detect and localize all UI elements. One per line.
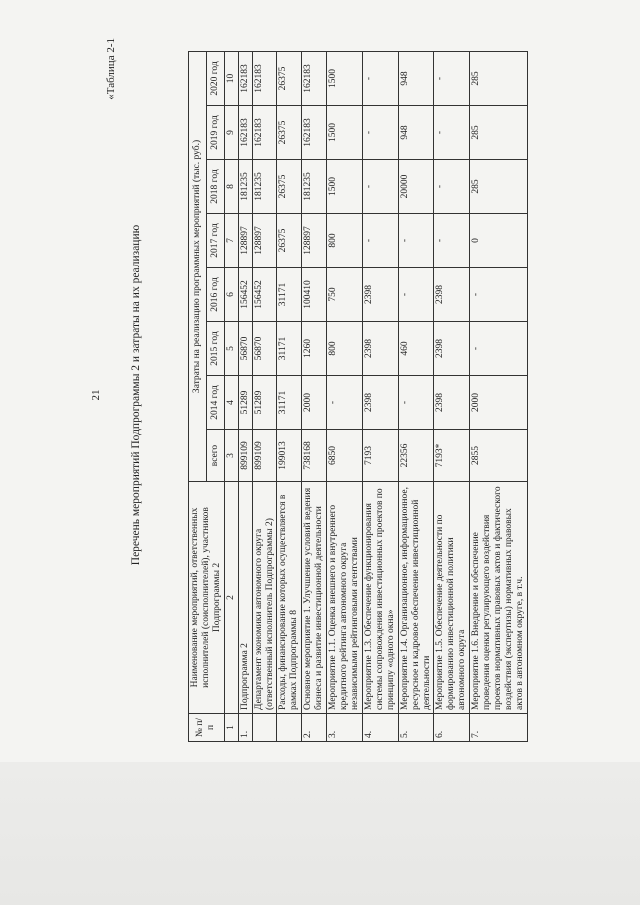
row-number: 2. — [302, 714, 327, 742]
row-number — [252, 714, 277, 742]
row-2019: 26375 — [277, 106, 302, 160]
row-2014: 31171 — [277, 376, 302, 430]
row-total: 199013 — [277, 430, 302, 482]
row-2016: - — [470, 268, 528, 322]
column-number: 4 — [224, 376, 238, 430]
row-number: 6. — [434, 714, 470, 742]
row-2016: 2398 — [362, 268, 398, 322]
header-row — [189, 51, 207, 741]
row-2018: 26375 — [277, 160, 302, 214]
row-2020: 26375 — [277, 51, 302, 105]
row-2016: 750 — [327, 268, 363, 322]
row-2017: 800 — [327, 214, 363, 268]
row-2019: 285 — [470, 106, 528, 160]
table-label: «Таблица 2-1 — [105, 38, 117, 100]
row-2015: 31171 — [277, 322, 302, 376]
row-2018: 1500 — [327, 160, 363, 214]
header-year: 2020 год — [206, 51, 224, 105]
row-2019: - — [362, 106, 398, 160]
row-2018: 181235 — [238, 160, 252, 214]
row-2014: 2000 — [470, 376, 528, 430]
row-number: 1. — [238, 714, 252, 742]
row-number: 7. — [470, 714, 528, 742]
header-year: 2016 год — [206, 268, 224, 322]
row-2015: 2398 — [362, 322, 398, 376]
row-2016: 156452 — [252, 268, 277, 322]
header-number: № п/п — [189, 714, 225, 742]
row-total: 7193* — [434, 430, 470, 482]
scan-margin — [0, 762, 640, 905]
header-year: 2017 год — [206, 214, 224, 268]
row-2020: - — [362, 51, 398, 105]
row-2014: - — [398, 376, 434, 430]
row-2014: 51289 — [238, 376, 252, 430]
page-number: 21 — [90, 389, 102, 401]
row-2018: 20000 — [398, 160, 434, 214]
row-2015: 800 — [327, 322, 363, 376]
row-2020: 948 — [398, 51, 434, 105]
row-number: 5. — [398, 714, 434, 742]
row-total: 2855 — [470, 430, 528, 482]
row-2018: 285 — [470, 160, 528, 214]
table-row — [398, 51, 434, 741]
row-total: 22356 — [398, 430, 434, 482]
row-2016: 31171 — [277, 268, 302, 322]
table-body — [238, 51, 527, 741]
row-2015: 56870 — [252, 322, 277, 376]
row-total: 899109 — [238, 430, 252, 482]
table-row — [238, 51, 252, 741]
table-row — [362, 51, 398, 741]
table-row — [277, 51, 302, 741]
column-number: 6 — [224, 268, 238, 322]
row-2019: - — [434, 106, 470, 160]
row-2014: 2398 — [434, 376, 470, 430]
row-name: Подпрограмма 2 — [238, 482, 252, 714]
rotated-document — [70, 30, 570, 760]
header-costs: Затраты на реализацию программных мероприятий (тыс. руб.) — [189, 51, 207, 481]
table-row — [470, 51, 528, 741]
row-2018: 181235 — [302, 160, 327, 214]
row-number: 4. — [362, 714, 398, 742]
row-2020: - — [434, 51, 470, 105]
row-2019: 162183 — [302, 106, 327, 160]
header-year: 2014 год — [206, 376, 224, 430]
row-name: Мероприятие 1.1. Оценка внешнего и внутреннего кредитного рейтинга автономного округа независимыми рейтинговыми агентствами — [327, 482, 363, 714]
header-total: всего — [206, 430, 224, 482]
row-2019: 948 — [398, 106, 434, 160]
column-number: 10 — [224, 51, 238, 105]
header-name: Наименование мероприятий, ответственных исполнителей (соисполнителей), участников Подпрограммы 2 — [189, 482, 225, 714]
row-2014: 51289 — [252, 376, 277, 430]
row-2017: 128897 — [238, 214, 252, 268]
row-2016: 100410 — [302, 268, 327, 322]
row-name: Расходы, финансирование которых осуществляется в рамках Подпрограммы 8 — [277, 482, 302, 714]
row-total: 738168 — [302, 430, 327, 482]
row-total: 7193 — [362, 430, 398, 482]
header-year: 2018 год — [206, 160, 224, 214]
row-2019: 162183 — [252, 106, 277, 160]
row-2016: 2398 — [434, 268, 470, 322]
row-2020: 162183 — [238, 51, 252, 105]
column-number: 3 — [224, 430, 238, 482]
row-2020: 162183 — [252, 51, 277, 105]
column-number-row — [224, 51, 238, 741]
row-2017: 128897 — [252, 214, 277, 268]
row-2014: - — [327, 376, 363, 430]
row-name: Мероприятие 1.3. Обеспечение функционирования системы сопровождения инвестиционных проектов по принципу «одного окна» — [362, 482, 398, 714]
column-number: 5 — [224, 322, 238, 376]
row-name: Департамент экономики автономного округа (ответственный исполнитель Подпрограммы 2) — [252, 482, 277, 714]
row-2017: 128897 — [302, 214, 327, 268]
column-number: 7 — [224, 214, 238, 268]
row-2015: 2398 — [434, 322, 470, 376]
table-row — [327, 51, 363, 741]
column-number: 8 — [224, 160, 238, 214]
row-2016: 156452 — [238, 268, 252, 322]
row-2017: - — [398, 214, 434, 268]
row-2015: 1260 — [302, 322, 327, 376]
row-number: 3. — [327, 714, 363, 742]
column-number: 9 — [224, 106, 238, 160]
row-2015: 56870 — [238, 322, 252, 376]
row-2018: 181235 — [252, 160, 277, 214]
row-2017: - — [434, 214, 470, 268]
header-year: 2015 год — [206, 322, 224, 376]
table-row — [302, 51, 327, 741]
row-2014: 2000 — [302, 376, 327, 430]
column-number: 1 — [224, 714, 238, 742]
row-2019: 162183 — [238, 106, 252, 160]
table-row — [434, 51, 470, 741]
expenditure-table — [188, 51, 528, 742]
row-2020: 1500 — [327, 51, 363, 105]
row-2017: 0 — [470, 214, 528, 268]
row-2020: 285 — [470, 51, 528, 105]
document-title: Перечень мероприятий Подпрограммы 2 и затраты на их реализацию — [130, 224, 142, 566]
row-2015: 460 — [398, 322, 434, 376]
row-2020: 162183 — [302, 51, 327, 105]
row-2018: - — [434, 160, 470, 214]
column-number: 2 — [224, 482, 238, 714]
row-name: Мероприятие 1.5. Обеспечение деятельности по формированию инвестиционной политики автономного округа — [434, 482, 470, 714]
header-year: 2019 год — [206, 106, 224, 160]
row-2015: - — [470, 322, 528, 376]
row-number — [277, 714, 302, 742]
row-2019: 1500 — [327, 106, 363, 160]
row-name: Мероприятие 1.4. Организационное, информационное, ресурсное и кадровое обеспечение инвестиционной деятельности — [398, 482, 434, 714]
row-name: Основное мероприятие 1. Улучшение условий ведения бизнеса и развитие инвестиционной деятельности — [302, 482, 327, 714]
row-2016: - — [398, 268, 434, 322]
row-2018: - — [362, 160, 398, 214]
table-row — [252, 51, 277, 741]
row-name: Мероприятие 1.6. Внедрение и обеспечение проведения оценки регулирующего воздействия проектов нормативных правовых актов и фактического воздействия (экспертизы) нормативных правовых актов в автономном округе, в т.ч. — [470, 482, 528, 714]
row-2017: - — [362, 214, 398, 268]
row-2014: 2398 — [362, 376, 398, 430]
row-2017: 26375 — [277, 214, 302, 268]
row-total: 899109 — [252, 430, 277, 482]
row-total: 6850 — [327, 430, 363, 482]
